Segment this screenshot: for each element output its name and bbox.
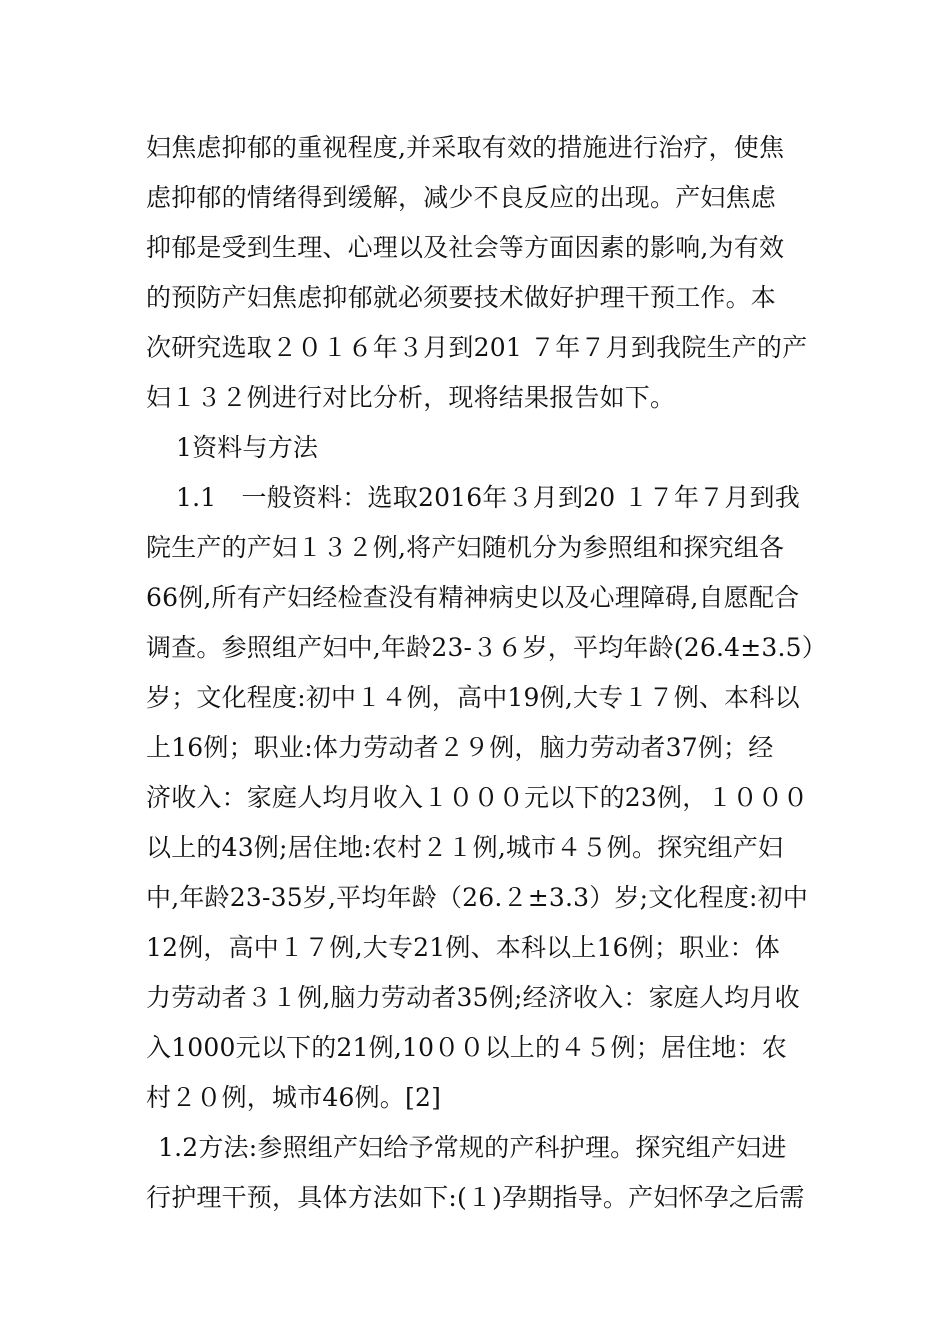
text-line: 行护理干预，具体方法如下:(１)孕期指导。产妇怀孕之后需 [146, 1183, 805, 1212]
text-line: 岁；文化程度:初中１４例，高中19例,大专１７例、本科以 [146, 683, 800, 712]
section-heading: 1资料与方法 [176, 433, 319, 462]
text-line: 虑抑郁的情绪得到缓解，减少不良反应的出现。产妇焦虑 [146, 183, 777, 212]
text-line: 调查。参照组产妇中,年龄23-３６岁，平均年龄(26.4±3.5） [146, 633, 827, 662]
text-line: 以上的43例;居住地:农村２１例,城市４５例。探究组产妇 [146, 833, 784, 862]
text-line: 入1000元以下的21例,10００以上的４５例；居住地：农 [146, 1033, 787, 1062]
subsection-heading-line: 1.1 一般资料：选取2016年３月到20 １７年７月到我 [176, 483, 800, 512]
text-line: 中,年龄23-35岁,平均年龄（26.２±3.3）岁;文化程度:初中 [146, 883, 809, 912]
text-line: 妇１３２例进行对比分析，现将结果报告如下。 [146, 383, 676, 412]
text-line: 妇焦虑抑郁的重视程度,并采取有效的措施进行治疗，使焦 [146, 133, 785, 162]
text-line: 济收入：家庭人均月收入１０００元以下的23例，１０００ [146, 783, 809, 812]
text-line: 力劳动者３１例,脑力劳动者35例;经济收入：家庭人均月收 [146, 983, 800, 1012]
text-line: 次研究选取２０１６年３月到201 ７年７月到我院生产的产 [146, 333, 808, 362]
text-line: 村２０例，城市46例。[2] [146, 1083, 442, 1112]
text-line: 66例,所有产妇经检查没有精神病史以及心理障碍,自愿配合 [146, 583, 800, 612]
text-line: 12例，高中１７例,大专21例、本科以上16例；职业：体 [146, 933, 780, 962]
text-line: 上16例；职业:体力劳动者２９例，脑力劳动者37例；经 [146, 733, 774, 762]
text-line: 的预防产妇焦虑抑郁就必须要技术做好护理干预工作。本 [146, 283, 777, 312]
text-line: 院生产的产妇１３２例,将产妇随机分为参照组和探究组各 [146, 533, 785, 562]
text-line: 抑郁是受到生理、心理以及社会等方面因素的影响,为有效 [146, 233, 785, 262]
subsection-heading-line: 1.2方法:参照组产妇给予常规的产科护理。探究组产妇进 [158, 1133, 787, 1162]
